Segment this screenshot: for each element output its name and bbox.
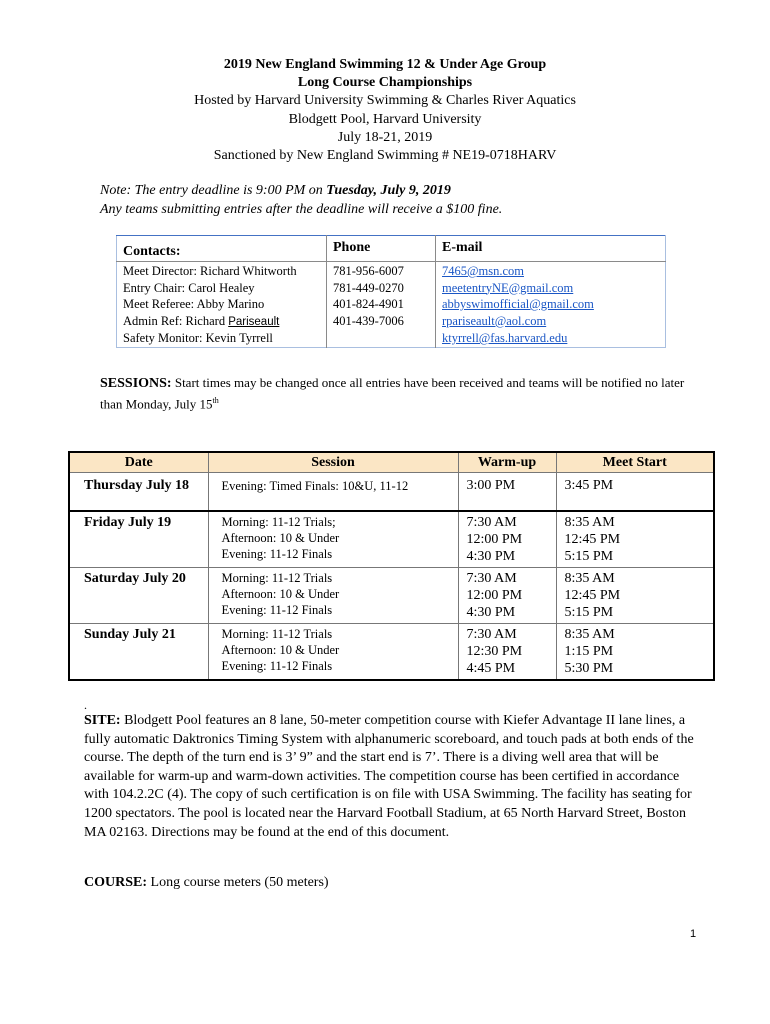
schedule-warmup [458,473,556,511]
schedule-header-session: Session [208,452,458,473]
schedule-session [208,473,458,511]
sessions-note [100,374,700,412]
schedule-warmup-line: 12:00 PM [466,587,523,603]
schedule-meet-start-line: 8:35 AM [564,570,615,586]
contact-email-link[interactable]: meetentryNE@gmail.com [442,280,574,295]
site-paragraph [84,712,699,842]
schedule-session-line: Morning: 11-12 Trials; [221,514,336,529]
contact-role: Admin Ref: Richard Pariseault [123,313,280,328]
schedule-session-line: Afternoon: 10 & Under [221,642,340,657]
schedule-session-line: Evening: 11-12 Finals [221,602,333,617]
schedule-warmup [458,567,556,623]
schedule-meet-start-line: 8:35 AM [564,626,615,642]
schedule-date: Saturday July 20 [69,567,208,623]
venue-line: Blodgett Pool, Harvard University [288,111,482,127]
sessions-sup: th [212,396,219,405]
meet-title: 2019 New England Swimming 12 & Under Age Group [223,57,547,72]
schedule-session [208,623,458,680]
contact-row [117,330,666,347]
email-header: E-mail [436,236,666,262]
schedule-date: Sunday July 21 [69,623,208,680]
host-line: Hosted by Harvard University Swimming & Charles River Aquatics [194,93,576,109]
schedule-meet-start-line: 8:35 AM [564,514,615,530]
contact-email-link[interactable]: rpariseault@aol.com [442,313,547,328]
document-header [0,56,770,165]
schedule-meet-start-line: 3:45 PM [564,478,614,493]
schedule-meet-start-line: 12:45 PM [564,587,621,603]
schedule-date: Friday July 19 [69,511,208,568]
schedule-row [69,623,714,680]
sanction-line: Sanctioned by New England Swimming # NE19-0718HARV [213,148,557,164]
site-text: Blodgett Pool features an 8 lane, 50-meter competition course with Kiefer Advantage II lane lines, a fully automatic Daktronics Timing System with alphanumeric scoreboard, and touch pads at both ends of the course. The depth of the turn end is 3’ 9” and the start end is 7’. There is a diving well area that will be available for warm-up and warm-down activities. The competition course has been certified in accordance with 104.2.2C (4). The copy of such certification is on file with USA Swimming. The facility has seating for 1200 spectators. The pool is located near the Harvard Football Stadium, at 65 North Harvard Street, Boston MA 02163. Directions may be found at the end of this document. [84,713,694,840]
schedule-meet-start-line: 5:30 PM [564,660,614,676]
contact-row [117,280,666,297]
deadline-date: Tuesday, July 9, 2019 [326,183,451,198]
contact-name-underlined: Pariseault [228,315,280,328]
contact-row [117,262,666,280]
schedule-warmup-line: 7:30 AM [466,514,517,530]
schedule-meet-start [556,511,714,568]
schedule-meet-start-line: 5:15 PM [564,548,614,564]
schedule-header-meet-start: Meet Start [556,452,714,473]
schedule-warmup-line: 12:00 PM [466,531,523,547]
contact-role: Meet Referee: Abby Marino [123,297,265,311]
stray-period: . [84,698,87,712]
site-label: SITE: [84,713,121,728]
contacts-header: Contacts: [117,236,327,262]
contact-phone: 401-439-7006 [327,313,436,331]
contact-row [117,296,666,313]
schedule-meet-start [556,473,714,511]
contact-phone: 401-824-4901 [327,296,436,313]
contact-row [117,313,666,331]
schedule-meet-start [556,567,714,623]
course-line [84,875,329,891]
deadline-text: Note: The entry deadline is 9:00 PM on [100,183,327,198]
schedule-row [69,511,714,568]
schedule-session-line: Evening: Timed Finals: 10&U, 11-12 [221,479,409,493]
dates-line: July 18-21, 2019 [337,129,433,145]
schedule-warmup [458,623,556,680]
schedule-meet-start [556,623,714,680]
contacts-table [116,235,666,348]
late-fee-text: Any teams submitting entries after the deadline will receive a $100 fine. [100,201,503,217]
schedule-header-date: Date [69,452,208,473]
schedule-session-line: Afternoon: 10 & Under [221,530,340,545]
course-label: COURSE: [84,875,148,890]
schedule-row [69,473,714,511]
contact-email-link[interactable]: abbyswimofficial@gmail.com [442,297,594,311]
contact-phone: 781-449-0270 [327,280,436,297]
contact-role: Safety Monitor: Kevin Tyrrell [123,331,273,345]
schedule-warmup [458,511,556,568]
schedule-meet-start-line: 12:45 PM [564,531,621,547]
phone-header: Phone [327,236,436,262]
schedule-session [208,511,458,568]
sessions-text: Start times may be changed once all entries have been received and teams will be notified no later than Monday, July 15 [100,375,685,412]
schedule-warmup-line: 4:30 PM [466,604,516,620]
schedule-warmup-line: 4:30 PM [466,548,516,564]
contact-phone: 781-956-6007 [327,262,436,280]
schedule-date: Thursday July 18 [69,473,208,511]
schedule-warmup-line: 4:45 PM [466,660,516,676]
schedule-meet-start-line: 1:15 PM [564,643,614,659]
schedule-session [208,567,458,623]
contact-email-link[interactable]: ktyrrell@fas.harvard.edu [442,331,568,345]
schedule-header-warmup: Warm-up [458,452,556,473]
schedule-row [69,567,714,623]
schedule-warmup-line: 7:30 AM [466,626,517,642]
schedule-session-line: Evening: 11-12 Finals [221,658,333,673]
contact-phone [327,330,436,347]
schedule-table [68,451,715,681]
contact-email-link[interactable]: 7465@msn.com [442,264,524,278]
schedule-session-line: Morning: 11-12 Trials [221,626,333,641]
schedule-session-line: Evening: 11-12 Finals [221,546,333,561]
schedule-warmup-line: 3:00 PM [466,478,516,493]
sessions-label: SESSIONS: [100,376,172,391]
deadline-note [100,182,502,219]
schedule-meet-start-line: 5:15 PM [564,604,614,620]
contact-role: Entry Chair: Carol Healey [123,280,255,295]
contact-role: Meet Director: Richard Whitworth [123,264,297,278]
meet-subtitle: Long Course Championships [297,75,473,91]
schedule-session-line: Afternoon: 10 & Under [221,586,340,601]
page-number: 1 [690,928,697,940]
schedule-warmup-line: 7:30 AM [466,570,517,586]
schedule-session-line: Morning: 11-12 Trials [221,570,333,585]
schedule-warmup-line: 12:30 PM [466,643,523,659]
course-text: Long course meters (50 meters) [147,875,329,890]
